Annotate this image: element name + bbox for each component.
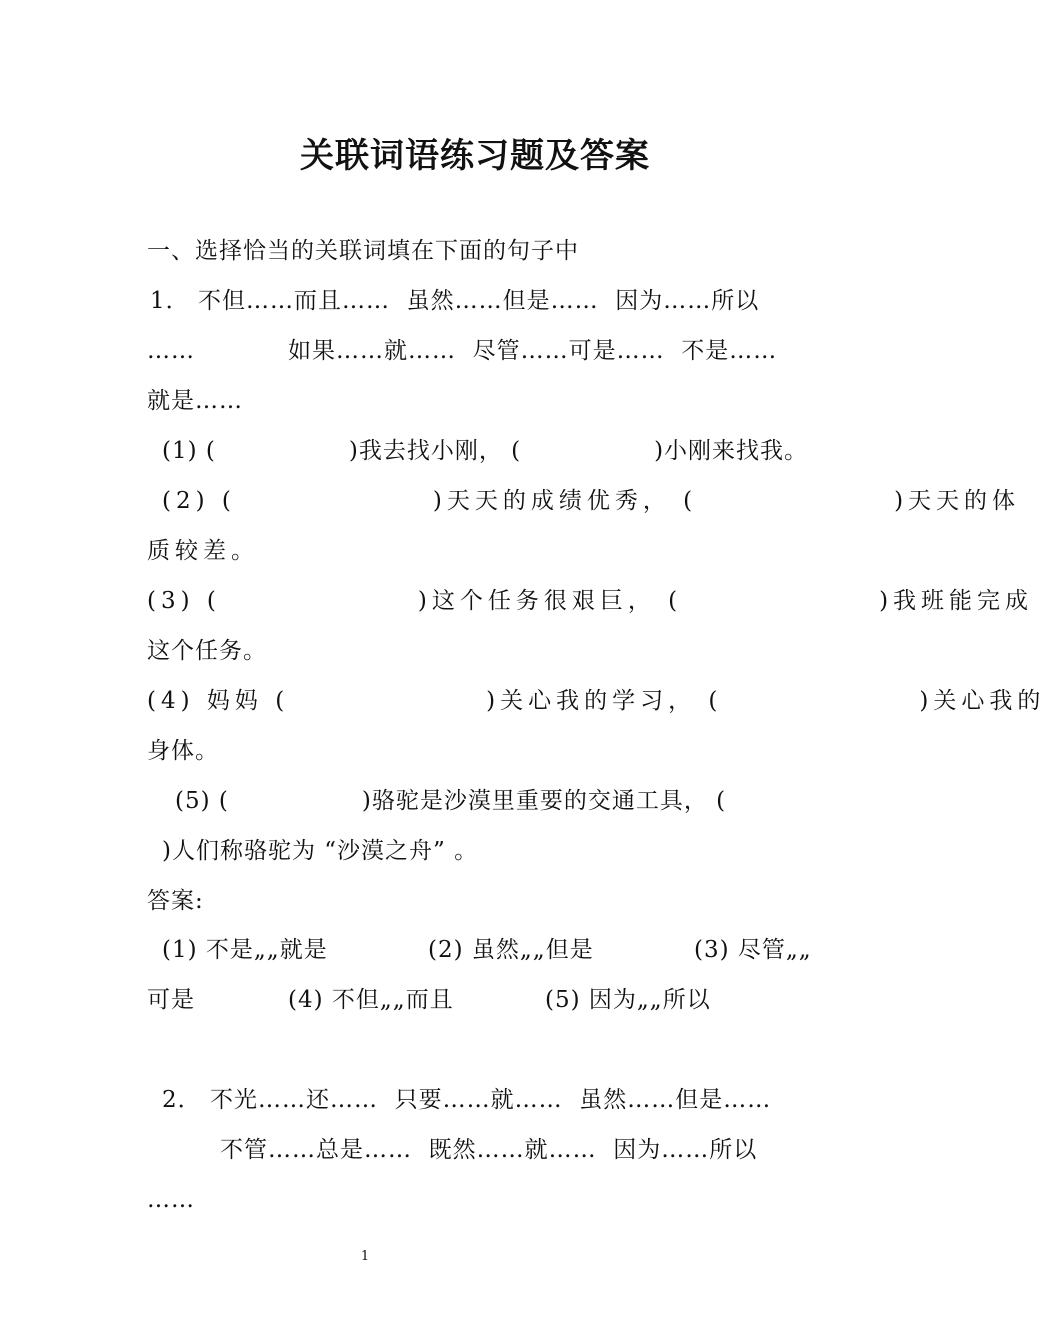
q2-options-line-1: 2． 不光……还…… 只要……就…… 虽然……但是…… [162,1087,772,1113]
answer-5: (5) 因为„„所以 [545,987,711,1013]
answer-2: (2) 虽然„„但是 [428,937,594,963]
section-heading: 一、选择恰当的关联词填在下面的句子中 [147,238,579,264]
answer-1: (1) 不是„„就是 [162,937,328,963]
answer-label: 答案: [147,888,204,914]
q1-sentence-2a: (2) ( )天天的成绩优秀， ( )天天的体 [162,488,1021,514]
answer-3: (3) 尽管„„ [694,937,812,963]
answer-4: (4) 不但„„而且 [288,987,454,1013]
q1-options-line-3: 就是…… [147,388,243,414]
q1-options-line-2b: 如果……就…… 尽管……可是…… 不是…… [288,338,778,364]
q1-sentence-3b: 这个任务。 [147,638,267,664]
q1-sentence-5a: (5) ( )骆驼是沙漠里重要的交通工具， ( [175,788,727,814]
document-title: 关联词语练习题及答案 [300,136,650,176]
q1-sentence-1: (1) ( )我去找小刚， ( )小刚来找我。 [162,438,809,464]
q1-sentence-3a: (3) ( )这个任务很艰巨， ( )我班能完成 [147,588,1034,614]
page-number: 1 [360,1249,370,1264]
q1-sentence-2b: 质较差。 [147,538,259,564]
q1-sentence-5b: )人们称骆驼为 “沙漠之舟” 。 [162,838,479,864]
q1-options-line-2a: …… [147,338,195,364]
q2-options-line-2: 不管……总是…… 既然……就…… 因为……所以 [220,1137,758,1163]
q2-options-line-3: …… [147,1187,195,1213]
q1-options-line-1: 1． 不但……而且…… 虽然……但是…… 因为……所以 [150,288,760,314]
answer-3-continued: 可是 [147,987,195,1013]
q1-sentence-4b: 身体。 [147,738,219,764]
q1-sentence-4a: (4) 妈妈 ( )关心我的学习， ( )关心我的 [147,688,1045,714]
